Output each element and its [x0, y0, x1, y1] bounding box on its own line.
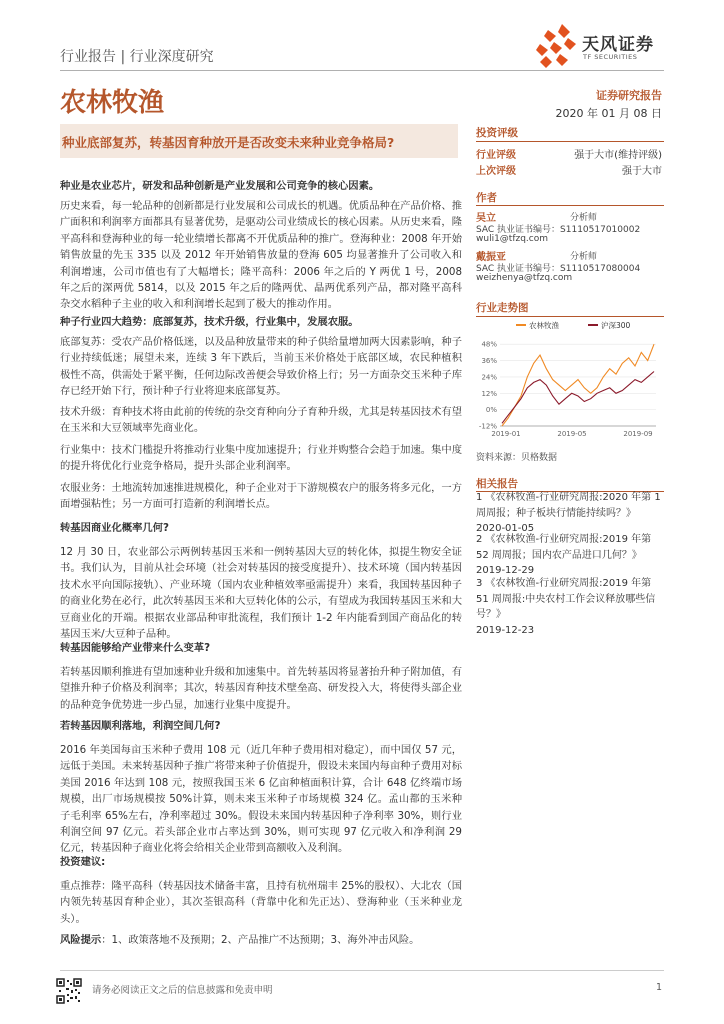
header-divider [60, 70, 664, 71]
related-report-2-title[interactable]: 2 《农林牧渔-行业研究周报:2019 年第 52 周周报；国内农产品进口几何？》 [476, 534, 652, 561]
author-2-name: 戴振亚 [476, 252, 506, 263]
paragraph-7: 若转基因顺利推进有望加速种业升级和加速集中。首先转基因将显著抬升种子附加值，有望推升种子价格及利润率；其次，转基因育种技术壁垒高、研发投入大，将使得头部企业的品种竞争优势进一步凸显，加速行业集中度提升。 [60, 666, 462, 711]
risk-text: ：1、政策落地不及预期；2、产品推广不达预期；3、海外冲击风险。 [101, 934, 420, 946]
previous-rating-label: 上次评级 [476, 166, 516, 177]
chart-source: 资料来源：贝格数据 [476, 453, 558, 463]
paragraph-5: 农服业务：土地流转加速推进规模化，种子企业对于下游规模农户的服务将多元化，一方面增强粘性；另一方面可打造新的利润增长点。 [60, 482, 462, 511]
author-1-email[interactable]: wuli1@tfzq.com [476, 234, 549, 244]
related-report-2-date: 2019-12-29 [476, 565, 535, 577]
report-date: 2020 年 01 月 08 日 [555, 107, 662, 120]
report-title: 种业底部复苏，转基因育种放开是否改变未来种业竞争格局? [62, 135, 395, 150]
y-tick-label: -12% [478, 422, 497, 431]
legend-label-1: 农林牧渔 [529, 321, 559, 330]
related-report-3[interactable] [476, 576, 666, 638]
paragraph-6: 12 月 30 日，农业部公示两例转基因玉米和一例转基因大豆的转化体，拟提生物安全证书。我们认为，目前从社会环境（社会对转基因的接受度提升）、技术环境（国内转基因技术水平向国际接轨）、产业环境（国内农业种植效率亟需提升）来看，我国转基因种子的商业化势在必行，此次转基因玉米和大豆转化体的公示，有望成为我国转基因玉米和大豆商业化的开端。根据农业部品种审批流程，我们预计 1-2 年内能看到国产商品化的转基因玉米/大豆种子品种。 [60, 546, 462, 641]
section-heading-6: 投资建议: [60, 856, 106, 868]
footer-divider [60, 970, 664, 971]
page-number: 1 [655, 982, 662, 993]
paragraph-2: 底部复苏：受农产品价格低迷，以及品种放量带来的种子供给量增加两大因素影响，种子行业持续低迷；展望未来，连续 3 年下跌后，当前玉米价格处于底部区域，农民种植积极性不高，供需处于紧平衡，任何边际改善便会导致价格上行；另一方面杂交玉米种子库存已经开始下行，预计种子行业将迎来底部复苏。 [60, 336, 462, 398]
related-report-1-title[interactable]: 1 《农林牧渔-行业研究周报:2020 年第 1 周周报；种子板块行情能持续吗？》 [476, 492, 661, 519]
footer-disclaimer[interactable]: 请务必阅读正文之后的信息披露和免责申明 [92, 985, 273, 996]
section-heading-3: 转基因商业化概率几何? [60, 522, 169, 534]
rating-heading: 投资评级 [476, 127, 518, 139]
section-heading-4: 转基因能够给产业带来什么变革? [60, 642, 211, 654]
author-2-cert: SAC 执业证书编号：S1110517080004 [476, 264, 641, 274]
author-2-role: 分析师 [570, 252, 598, 262]
series-line-1 [502, 344, 654, 426]
previous-rating-value: 强于大市 [622, 166, 662, 177]
related-report-3-date: 2019-12-23 [476, 624, 535, 636]
report-type: 证券研究报告 [596, 89, 662, 102]
related-report-1[interactable] [476, 490, 666, 537]
author-1-role: 分析师 [570, 213, 598, 223]
paragraph-1: 历史来看，每一轮品种的创新都是行业发展和公司成长的机遇。优质品种在产品价格、推广面积和利润率方面都具有显著优势，是驱动公司业绩成长的核心因素。从历史来看，隆平高科和登海种业的每一轮业绩增长都离不开优质品种的推广。登海种业：2008 年开始销售放量的先玉 335 以及 2012 年开始销售放量的登海 605 均显著推升了公司收入和利润增速，公司市值也有了大幅增长；隆平高科：2006 年之后的 Y 两优 1 号，2008 年之后的深两优 5814，以及 2015 年之后的隆两优、晶两优系列产品，都对隆平高科杂交水稻种子主业的收入和利润增长起到了极大的推动作用。 [60, 200, 462, 311]
author-1-name: 吴立 [476, 213, 496, 224]
related-report-2[interactable] [476, 532, 666, 579]
section-heading-5: 若转基因顺利落地，利润空间几何? [60, 720, 221, 732]
industry-trend-chart [476, 320, 666, 442]
authors-divider [476, 205, 664, 206]
y-tick-label: 0% [485, 406, 497, 415]
y-tick-label: 48% [481, 340, 497, 349]
report-category: 行业报告 | 行业深度研究 [60, 49, 214, 65]
logo-text-en: TF SECURITIES [583, 53, 638, 61]
related-report-1-date: 2020-01-05 [476, 523, 535, 535]
section-heading-1: 种业是农业芯片，研发和品种创新是产业发展和公司竞争的核心因素。 [60, 180, 380, 192]
authors-heading: 作者 [476, 192, 497, 204]
related-report-3-title[interactable]: 3 《农林牧渔-行业研究周报:2019 年第 51 周周报:中央农村工作会议释放哪些信号？》 [476, 578, 656, 621]
paragraph-3: 技术升级：育种技术将由此前的传统的杂交育种向分子育种升级，尤其是转基因技术有望在玉米和大豆领域率先商业化。 [60, 406, 462, 435]
risk-warning [60, 932, 462, 948]
trend-heading: 行业走势图 [476, 302, 529, 314]
legend-label-2: 沪深300 [601, 321, 631, 330]
y-tick-label: 12% [481, 389, 497, 398]
paragraph-8: 2016 年美国每亩玉米种子费用 108 元（近几年种子费用相对稳定），而中国仅 57 元，远低于美国。未来转基因种子推广将带来种子价值提升，假设未来国内每亩种子费用对标美国 2016 年达到 108 元，按照我国玉米 6 亿亩种植面积计算，合计 648 亿终端市场规模，出厂市场规模按 50%计算，则未来玉米种子市场规模 324 亿。孟山都的玉米种子毛利率 65%左右，净利率超过 30%。假设未来国内转基因种子净利率 30%，则行业利润空间 97 亿元。若头部企业市占率达到 30%，则可实现 97 亿元收入和净利润 29 亿元，转基因种子商业化将会给相关企业带到高额收入及利润。 [60, 744, 462, 855]
author-2-email[interactable]: weizhenya@tfzq.com [476, 273, 573, 283]
rating-divider [476, 141, 664, 142]
trend-divider [476, 316, 664, 317]
industry-rating-label: 行业评级 [476, 150, 516, 161]
x-tick-label: 2019-01 [491, 430, 521, 438]
paragraph-9: 重点推荐：隆平高科（转基因技术储备丰富，且持有杭州瑞丰 25%的股权）、大北农（国内领先转基因育种企业），其次荃银高科（背靠中化和先正达）、登海种业（玉米种业龙头）。 [60, 880, 462, 925]
risk-label: 风险提示 [60, 934, 102, 946]
legend-swatch-2 [588, 324, 598, 326]
x-tick-label: 2019-09 [623, 430, 653, 438]
y-tick-label: 36% [481, 357, 497, 366]
sector-title: 农林牧渔 [60, 88, 165, 118]
y-tick-label: 24% [481, 373, 497, 382]
section-heading-2: 种子行业四大趋势：底部复苏，技术升级，行业集中，发展农服。 [60, 316, 359, 328]
logo-mark-icon [536, 24, 576, 68]
qr-code-icon [56, 978, 82, 1004]
industry-rating-value: 强于大市(维持评级) [574, 150, 662, 161]
logo-text-cn: 天风证券 [582, 35, 654, 55]
author-1-cert: SAC 执业证书编号：S1110517010002 [476, 225, 641, 235]
x-tick-label: 2019-05 [557, 430, 587, 438]
related-heading: 相关报告 [476, 478, 518, 490]
paragraph-4: 行业集中：技术门槛提升将推动行业集中度加速提升；行业并购整合会趋于加速。集中度的提升将优化行业竞争格局，提升头部企业利润率。 [60, 444, 462, 473]
legend-swatch-1 [516, 324, 526, 326]
